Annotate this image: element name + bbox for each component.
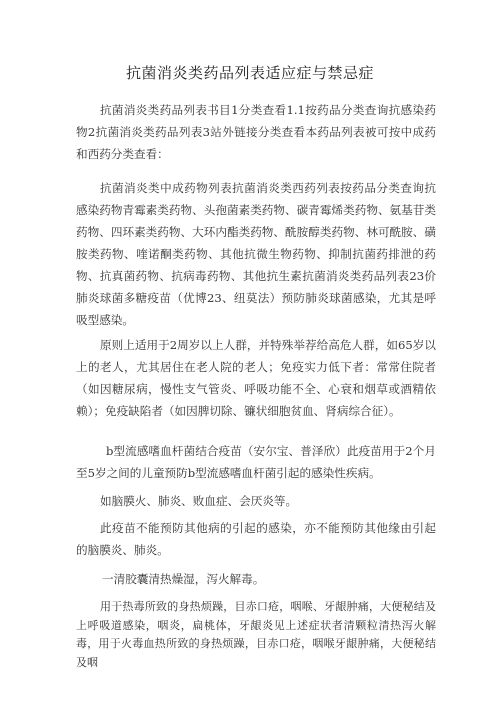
paragraph-indications: 用于热毒所致的身热烦躁，目赤口疮，咽喉、牙龈肿痛，大便秘结及上呼吸道感染，咽炎，扁桃体，牙龈炎见上述症状者清颗粒清热泻火解毒，用于火毒血热所致的身热烦躁，目赤口疮，咽喉牙龈肿痛，大便秘结及咽 xyxy=(76,600,436,669)
paragraph-vaccine-limit: 此疫苗不能预防其他病的引起的感染，亦不能预防其他缘由引起的脑膜炎、肺炎。 xyxy=(76,521,436,557)
paragraph-yiqing-capsule: 一清胶囊清热燥湿，泻火解毒。 xyxy=(102,572,265,586)
paragraph-intro: 抗菌消炎类药品列表书目1分类查看1.1按药品分类查询抗感染药物2抗菌消炎类药品列表3站外链接分类查看本药品列表被可按中成药和西药分类查看： xyxy=(76,103,436,161)
paragraph-drug-categories: 抗菌消炎类中成药物列表抗菌消炎类西药列表按药品分类查询抗感染药物青霉素类药物、头孢菌素类药物、碳青霉烯类药物、氨基苷类药物、四环素类药物、大环内酯类药物、酰胺醇类药物、林可酰胺、磺胺类药物、喹诺酮类药物、其他抗微生物药物、抑制抗菌药排泄的药物、抗真菌药物、抗病毒药物、其他抗生素抗菌消炎类药品列表23价肺炎球菌多糖疫苗（优博23、纽莫法）预防肺炎球菌感染，尤其是呼吸型感染。 xyxy=(76,181,436,327)
paragraph-hib-vaccine: b型流感嗜血杆菌结合疫苗（安尔宝、普泽欣）此疫苗用于2个月至5岁之间的儿童预防b型流感嗜血杆菌引起的感染性疾病。 xyxy=(76,444,436,480)
paragraph-diseases: 如脑膜火、肺炎、败血症、会厌炎等。 xyxy=(100,494,298,508)
paragraph-applicable-population: 原则上适用于2周岁以上人群，并特殊举荐给高危人群，如65岁以上的老人，尤其居住在老人院的老人；免疫实力低下者：常常住院者（如因糖尿病，慢性支气管炎、呼吸功能不全、心衰和烟草或酒精依赖）；免疫缺陷者（如因脾切除、镰状细胞贫血、肾病综合征）。 xyxy=(76,338,436,418)
document-title: 抗菌消炎类药品列表适应症与禁忌症 xyxy=(125,64,374,82)
